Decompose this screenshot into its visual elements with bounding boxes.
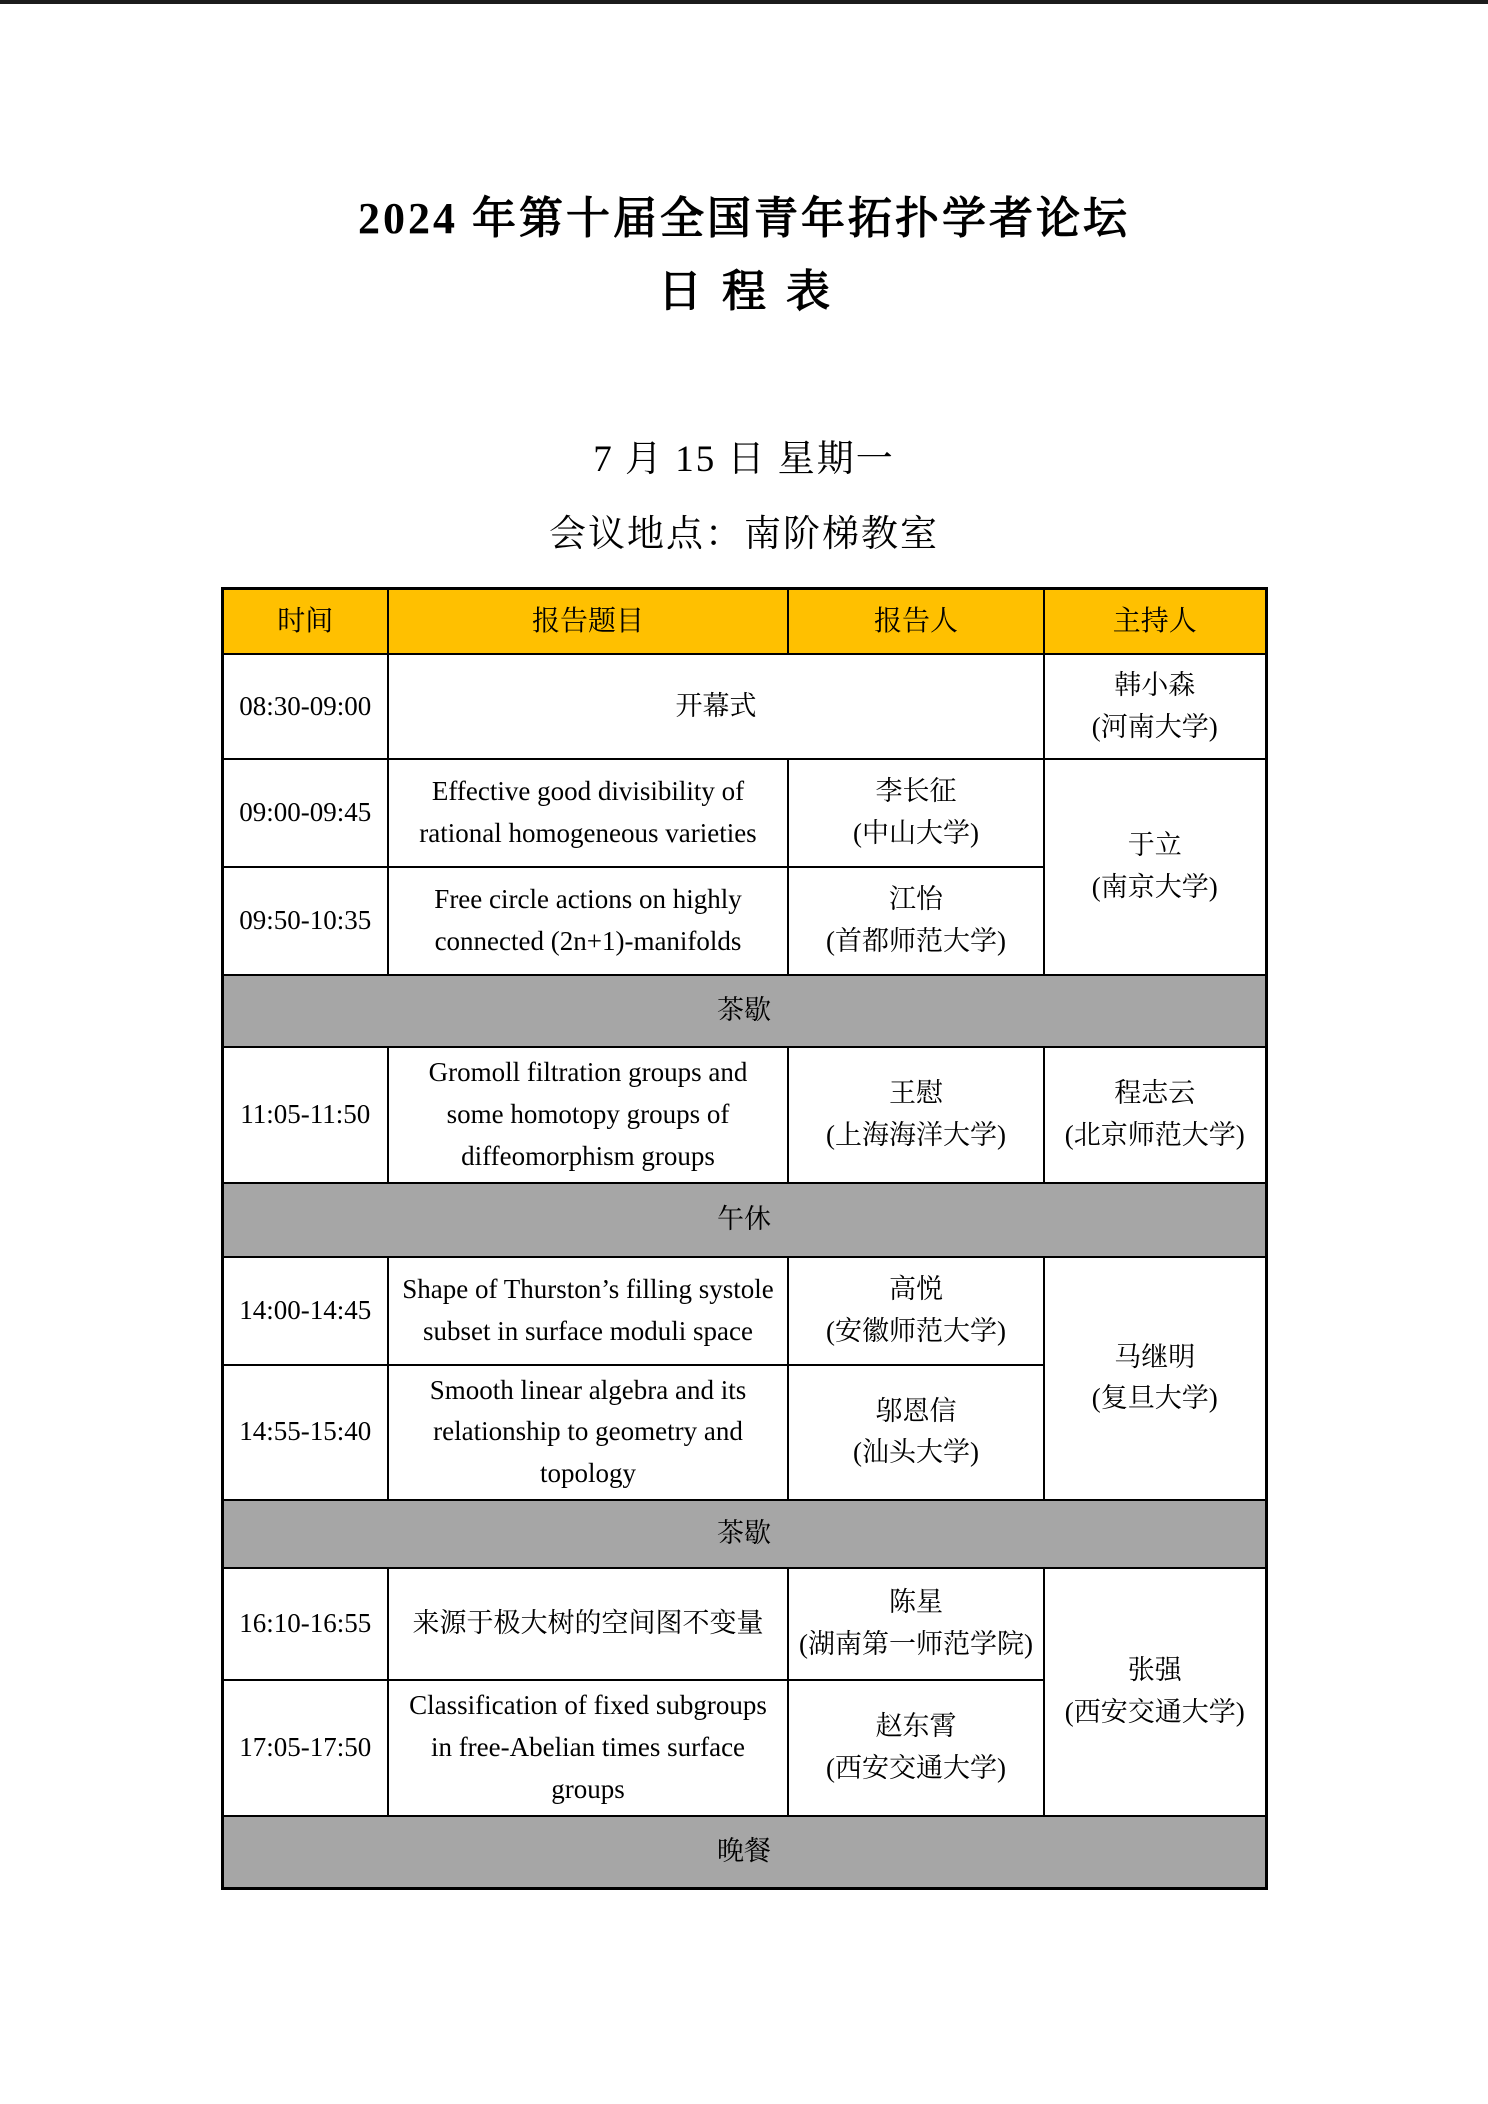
speaker-name: 江怡 (889, 884, 943, 915)
chair-affiliation: (河南大学) (1091, 711, 1218, 742)
lunch-break-row (222, 1183, 1266, 1257)
header-chair: 主持人 (1044, 588, 1266, 654)
table-row (222, 1047, 1266, 1183)
speaker-affiliation: (中山大学) (853, 818, 979, 849)
schedule-table (221, 587, 1268, 1891)
break-label: 茶歇 (222, 975, 1266, 1047)
break-label: 晚餐 (222, 1816, 1266, 1889)
speaker-name: 李长征 (875, 776, 957, 807)
speaker-cell (788, 1257, 1044, 1365)
speaker-name: 高悦 (889, 1273, 943, 1304)
chair-name: 程志云 (1114, 1077, 1196, 1108)
chair-cell (1044, 1568, 1266, 1816)
table-row (222, 1568, 1266, 1680)
time-cell: 11:05-11:50 (222, 1047, 388, 1183)
dinner-row (222, 1816, 1266, 1889)
time-cell: 08:30-09:00 (222, 654, 388, 759)
time-cell: 09:50-10:35 (222, 867, 388, 975)
time-cell: 09:00-09:45 (222, 759, 388, 867)
chair-cell (1044, 759, 1266, 975)
speaker-affiliation: (西安交通大学) (826, 1752, 1006, 1783)
table-row (222, 654, 1266, 759)
venue-heading: 会议地点：南阶梯教室 (549, 514, 939, 556)
speaker-name: 邬恩信 (875, 1395, 957, 1426)
table-header-row (222, 588, 1266, 654)
speaker-cell (788, 1680, 1044, 1816)
time-cell: 14:00-14:45 (222, 1257, 388, 1365)
chair-affiliation: (西安交通大学) (1064, 1696, 1245, 1727)
schedule-subtitle: 日程表 (658, 267, 850, 317)
chair-name: 马继明 (1114, 1341, 1196, 1372)
table-row (222, 1257, 1266, 1365)
chair-cell (1044, 654, 1266, 759)
speaker-cell (788, 759, 1044, 867)
time-cell: 16:10-16:55 (222, 1568, 388, 1680)
table-row (222, 759, 1266, 867)
chair-affiliation: (南京大学) (1091, 872, 1218, 903)
chair-affiliation: (复旦大学) (1091, 1383, 1218, 1414)
chair-name: 张强 (1127, 1655, 1182, 1686)
time-cell: 17:05-17:50 (222, 1680, 388, 1816)
header-title: 报告题目 (388, 588, 788, 654)
speaker-cell (788, 1047, 1044, 1183)
speaker-cell (788, 1365, 1044, 1501)
header-time: 时间 (222, 588, 388, 654)
talk-title-cell: Shape of Thurston’s filling systole subset in surface moduli space (388, 1257, 788, 1365)
speaker-affiliation: (湖南第一师范学院) (799, 1629, 1033, 1660)
speaker-affiliation: (上海海洋大学) (826, 1119, 1006, 1150)
speaker-affiliation: (安徽师范大学) (826, 1315, 1006, 1346)
date-heading: 7 月 15 日 星期一 (593, 439, 895, 481)
speaker-cell (788, 867, 1044, 975)
talk-title-cell: Gromoll filtration groups and some homotopy groups of diffeomorphism groups (388, 1047, 788, 1183)
speaker-affiliation: (首都师范大学) (826, 926, 1006, 957)
chair-name: 韩小森 (1114, 669, 1196, 700)
break-label: 茶歇 (222, 1500, 1266, 1568)
top-edge-line (0, 0, 1488, 4)
chair-cell (1044, 1257, 1266, 1501)
chair-name: 于立 (1127, 830, 1182, 861)
speaker-cell (788, 1568, 1044, 1680)
tea-break-row (222, 975, 1266, 1047)
break-label: 午休 (222, 1183, 1266, 1257)
speaker-name: 王慰 (889, 1077, 943, 1108)
talk-title-cell: 开幕式 (388, 654, 1044, 759)
speaker-name: 陈星 (889, 1587, 943, 1618)
talk-title-cell: Effective good divisibility of rational homogeneous varieties (388, 759, 788, 867)
chair-cell (1044, 1047, 1266, 1183)
chair-affiliation: (北京师范大学) (1064, 1119, 1245, 1150)
time-cell: 14:55-15:40 (222, 1365, 388, 1501)
talk-title-cell: Free circle actions on highly connected (2n+1)-manifolds (388, 867, 788, 975)
header-speaker: 报告人 (788, 588, 1044, 654)
tea-break-row (222, 1500, 1266, 1568)
talk-title-cell: Smooth linear algebra and its relationship to geometry and topology (388, 1365, 788, 1501)
speaker-name: 赵东霄 (875, 1711, 957, 1742)
talk-title-cell: Classification of fixed subgroups in free-Abelian times surface groups (388, 1680, 788, 1816)
speaker-affiliation: (汕头大学) (853, 1437, 979, 1468)
page-title: 2024 年第十届全国青年拓扑学者论坛 (358, 194, 1130, 243)
talk-title-cell: 来源于极大树的空间图不变量 (388, 1568, 788, 1680)
